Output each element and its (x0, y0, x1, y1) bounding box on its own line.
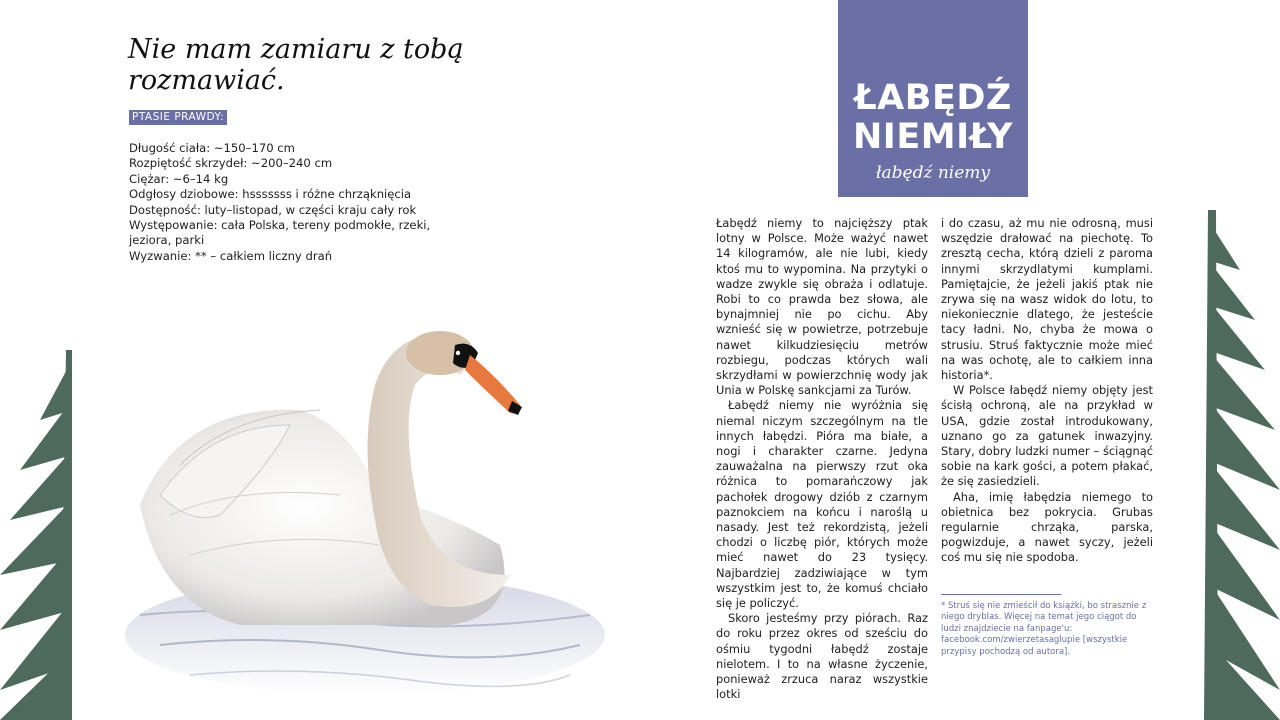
fact-wingspan: Rozpiętość skrzydeł: ~200–240 cm (129, 156, 333, 171)
facts-list (129, 141, 449, 264)
facts-label: PTASIE PRAWDY: (129, 110, 227, 125)
paragraph: Łabędź niemy nie wyróżnia się niemal niczym szczególnym na tle innych łabędzi. Pióra ma białe, a nogi i charakter czarne. Jedyna zauważalna na pierwszy rzut oka różnica to pomarańczowy jak pachołek drogowy dziób z czarnym paznokciem na końcu i naroślą u nasady. Jest też rekordzistą, jeżeli chodzi o liczbę piór, których może mieć nawet do 23 tysięcy. Najbardziej zadziwiające w tym wszystkim jest to, że komuś chciało się je policzyć. (716, 398, 928, 611)
footnote: * Struś się nie zmieścił do książki, bo strasznie z niego dryblas. Więcej na temat jego ciągot do ludzi znajdziecie na fanpage'u: facebook.com/zwierzetasaglupie [wszystkie przypisy pochodzą od autora]. (941, 601, 1147, 657)
chapter-title: ŁABĘDŹ NIEMIŁY (853, 78, 1013, 157)
swan-illustration (120, 315, 610, 715)
paragraph: Aha, imię łabędzia niemego to obietnica bez pokrycia. Grubas regularnie chrząka, parska, pogwizduje, a nawet syczy, jeżeli coś mu się nie spodoba. (941, 489, 1153, 565)
fact-occurrence: Występowanie: cała Polska, tereny podmokłe, rzeki, jeziora, parki (129, 218, 431, 248)
fact-weight: Ciężar: ~6–14 kg (129, 171, 229, 186)
title-box (838, 0, 1028, 197)
swan-quote: Nie mam zamiaru z tobą rozmawiać. (128, 34, 464, 96)
paragraph: i do czasu, aż mu nie odrosną, musi wszędzie drałować na piechotę. To zresztą cecha, którą dzieli z paroma innymi skrzydlatymi kumplami. Pamiętajcie, że jeżeli jakiś ptak nie zrywa się na wasz widok do lotu, to niekoniecznie dlatego, że jesteście tacy ładni. No, chyba że mowa o strusiu. Struś faktycznie może mieć na was ochotę, ale to całkiem inna historia*. (941, 216, 1153, 383)
fact-availability: Dostępność: luty–listopad, w części kraju cały rok (129, 202, 417, 217)
paragraph: W Polsce łabędź niemy objęty jest ścisłą ochroną, ale na przykład w USA, gdzie został introdukowany, uznano go za gatunek inwazyjny. Stary, dobry ludzki numer – ściągnąć sobie na kark gości, a potem płakać, że się zasiedzieli. (941, 383, 1153, 489)
chapter-subtitle: łabędź niemy (875, 163, 990, 183)
text-column-2 (941, 216, 1153, 566)
text-column-1 (716, 216, 928, 703)
paragraph: Skoro jesteśmy przy piórach. Raz do roku przez okres od sześciu do ośmiu tygodni łabędź zostaje nielotem. I to na własne życzenie, ponieważ zrzuca naraz wszystkie lotki (716, 611, 928, 702)
fact-sounds: Odgłosy dziobowe: hsssssss i różne chrząknięcia (129, 187, 412, 202)
fact-challenge: Wyzwanie: ** – całkiem liczny drań (129, 248, 333, 263)
fact-body-length: Długość ciała: ~150–170 cm (129, 141, 295, 155)
paragraph: Łabędź niemy to najcięższy ptak lotny w Polsce. Może ważyć nawet 14 kilogramów, ale nie lubi, kiedy ktoś mu to wypomina. Na przytyki o wadze zwykle się obraża i odlatuje. Robi to co prawda bez słowa, ale bynajmniej nie po cichu. Aby wznieść się w powietrze, potrzebuje nawet kilkudziesięciu metrów rozbiegu, podczas których wali skrzydłami w powierzchnię wody jak Unia w Polskę sankcjami za Turów. (716, 216, 928, 398)
footnote-divider (941, 594, 1061, 595)
